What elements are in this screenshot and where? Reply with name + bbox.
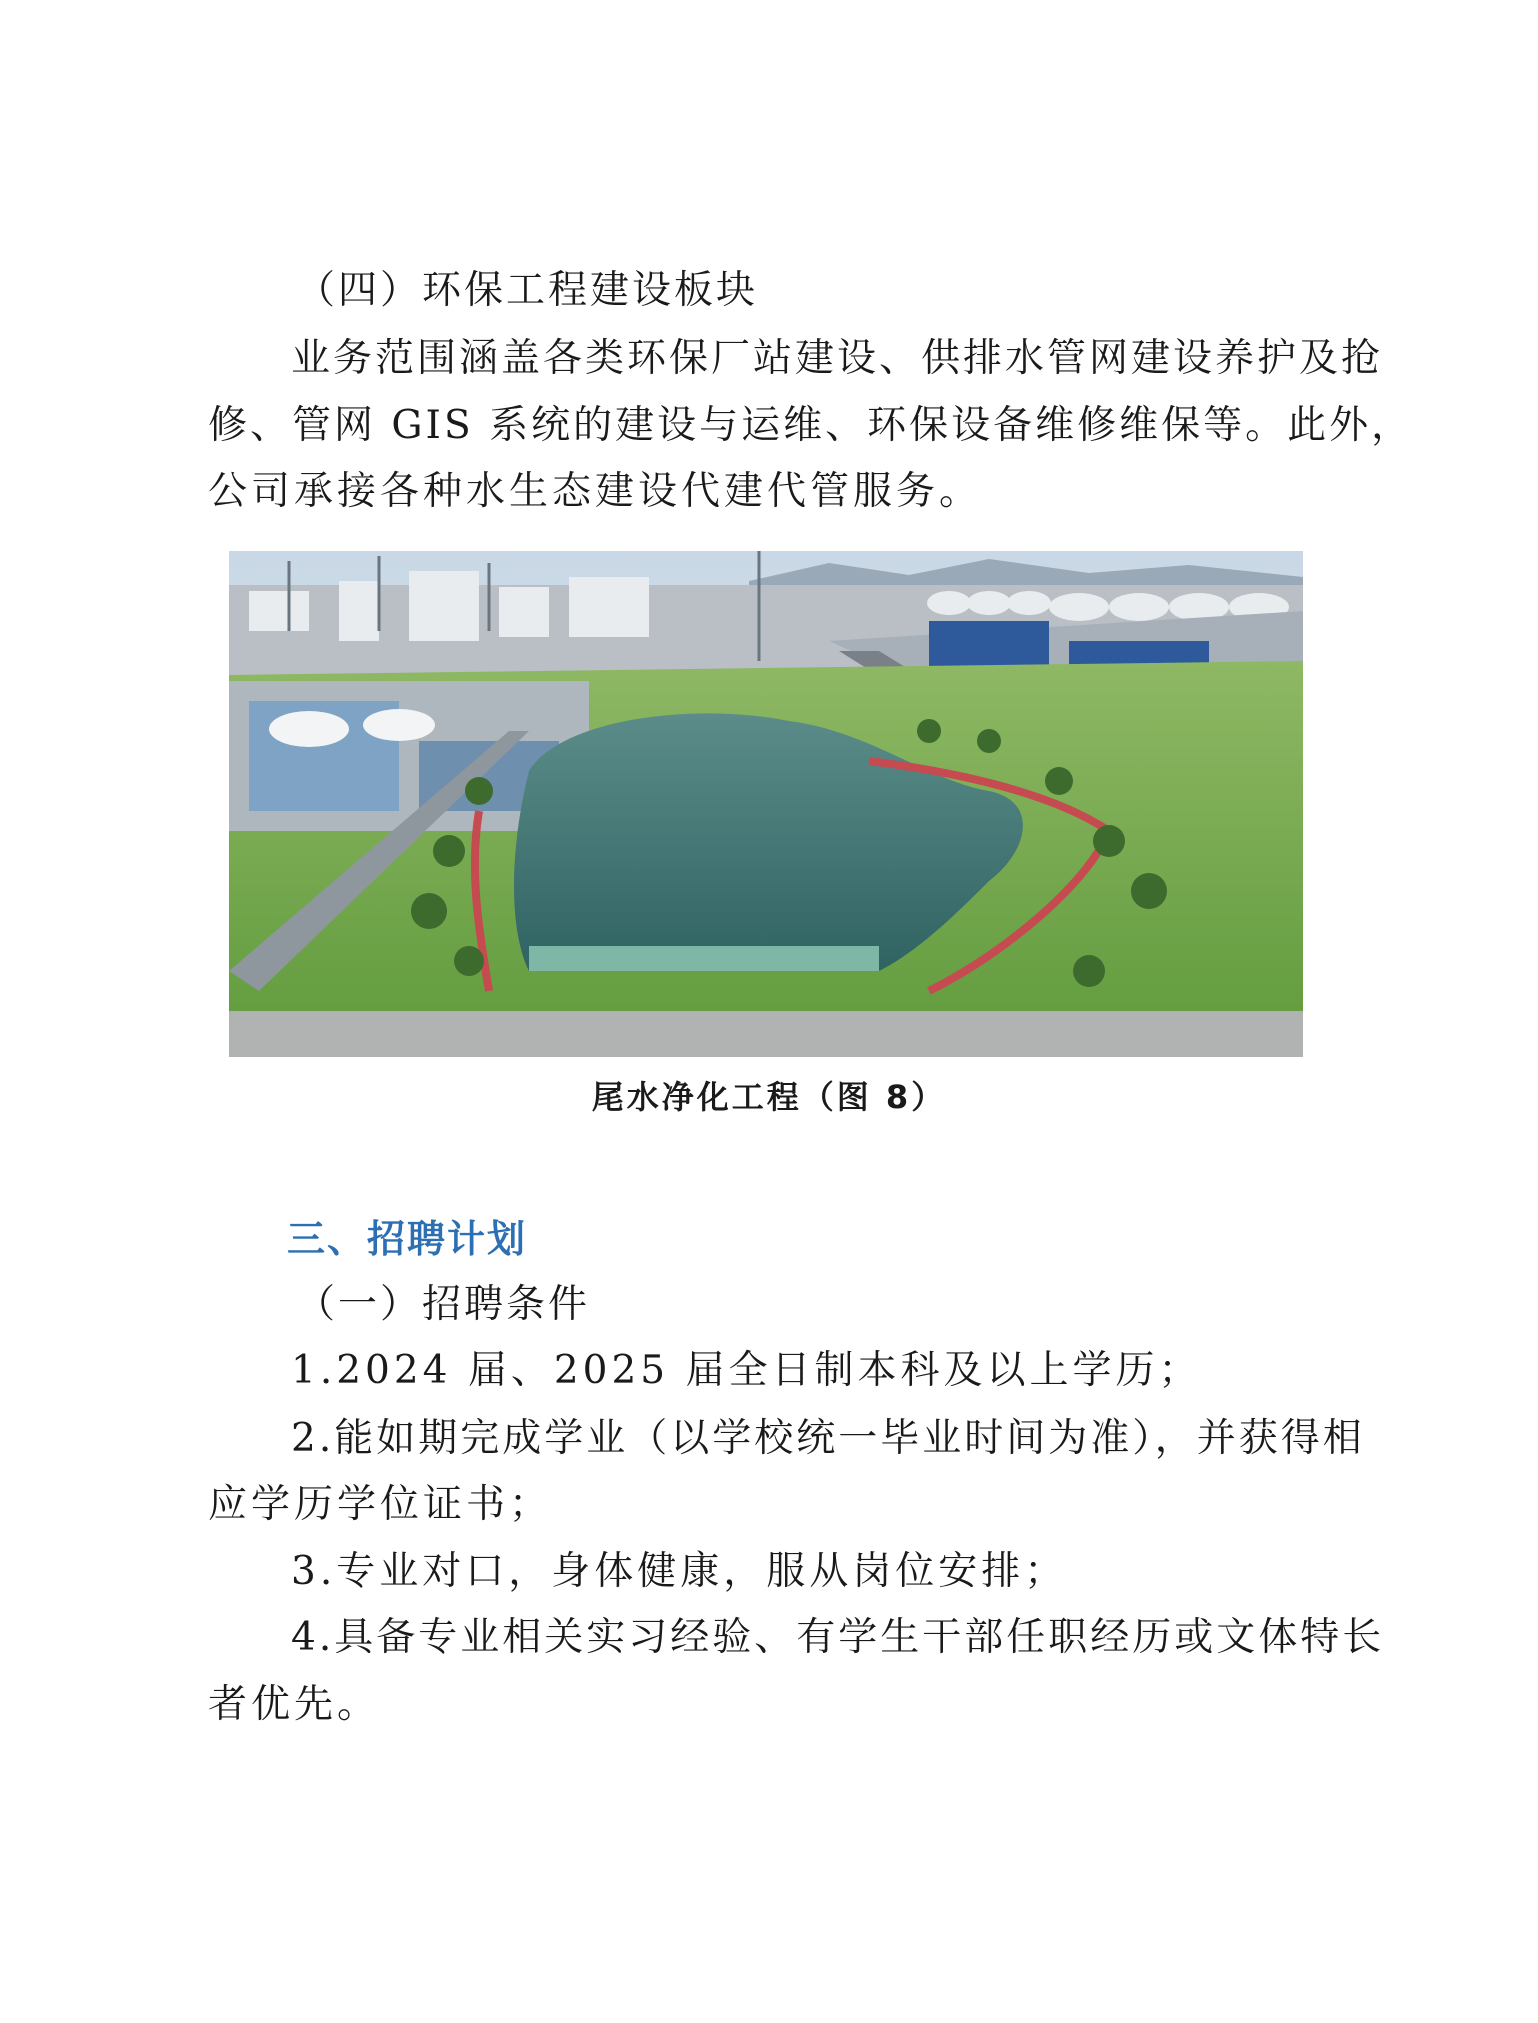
list-item-3: 3.专业对口，身体健康，服从岗位安排； bbox=[291, 1549, 1068, 1594]
list-item-4: 4.具备专业相关实习经验、有学生干部任职经历或文体特长 bbox=[291, 1615, 1385, 1660]
subheading-recruit-conditions: （一）招聘条件 bbox=[296, 1282, 591, 1327]
list-item-4-cont: 者优先。 bbox=[208, 1682, 381, 1727]
section-four-heading: （四）环保工程建设板块 bbox=[296, 268, 759, 313]
section-three-title: 三、招聘计划 bbox=[287, 1217, 528, 1261]
paragraph-line-2: 修、管网 GIS 系统的建设与运维、环保设备维修维保等。此外， bbox=[208, 403, 1414, 448]
list-item-1: 1.2024 届、2025 届全日制本科及以上学历； bbox=[291, 1348, 1202, 1393]
paragraph-line-3: 公司承接各种水生态建设代建代管服务。 bbox=[208, 469, 983, 514]
figure-caption: 尾水净化工程（图 8） bbox=[591, 1078, 947, 1116]
list-item-2: 2.能如期完成学业（以学校统一毕业时间为准），并获得相 bbox=[291, 1416, 1365, 1461]
list-item-2-cont: 应学历学位证书； bbox=[208, 1482, 553, 1527]
wastewater-purification-photo bbox=[229, 551, 1303, 1057]
paragraph-line-1: 业务范围涵盖各类环保厂站建设、供排水管网建设养护及抢 bbox=[291, 336, 1384, 381]
